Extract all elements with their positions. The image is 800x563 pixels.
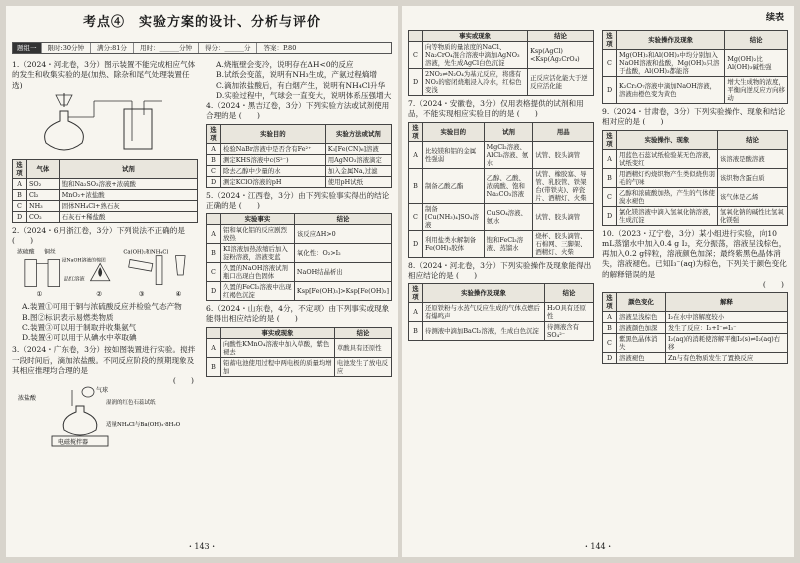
q7-stem: 7.（2024・安徽卷，3分）仅用表格提供的试剂和用品，不能实现相应实验目的的是 — [408, 99, 584, 119]
right-col-1 — [408, 28, 594, 344]
section-title: 考点④ 实验方案的设计、分析与评价 — [82, 15, 321, 30]
q2-option-b[interactable]: B.图②标识表示易燃类物质 — [22, 312, 114, 322]
label-conc-sulfuric: 浓硫酸 — [17, 249, 35, 256]
gas-apparatus-figure — [12, 91, 198, 157]
table-row: C 乙醇和浓硫酸加热，产生的气体使溴水褪色 该气体是乙烯 — [603, 187, 788, 206]
q6-table-continued: 事实或现象 结论 C 向等物质的量浓度的NaCl、Na₂CrO₄混合溶液中滴加AgNO₃溶液，先生成AgCl白色沉淀 Ksp(AgCl)<Ksp(Ag₂CrO₄) D 2NO₂⇌N₂O₄为基元反应，将盛有NO₂的密闭烧瓶浸入冷水，红棕色变浅 正反应活化能大于逆反应活化能 — [408, 30, 594, 96]
q5-table: 实验事实 结论 A 铝和氧化铝的反应剧烈放热 该反应ΔH>0 B KI溶液加热浓缩后加入淀粉溶液，溶液变蓝 氧化性：O₂>I₂ C 久置的NaOH溶液试剂瓶口出现白色固体 NaOH结晶析出 D 久置的FeCl₂溶液中出现红褐色沉淀 Ksp[Fe(OH)₃]>Ksp[Fe(OH)₂] — [206, 213, 392, 301]
page-number: ・143・ — [186, 542, 218, 552]
label-conc-hcl: 浓盐酸 — [18, 395, 37, 403]
table-row: B 用酒精灯灼烧织物产生类似烧焦羽毛的气味 该织物含蛋白质 — [603, 168, 788, 187]
q3-figure — [12, 386, 198, 448]
table-row: D 测定KClO溶液的pH 使用pH试纸 — [207, 176, 392, 187]
table-row: A 铝和氧化铝的反应剧烈放热 该反应ΔH>0 — [207, 225, 392, 244]
q7-table: 选项 实验目的 试剂 用品 A 比较镁和铝的金属性强弱 MgCl₂溶液、AlCl₃溶液、氨水 试管、胶头滴管 B 制备乙酸乙酯 乙醇、乙酸、浓硫酸、饱和Na₂CO₃溶液 试管、橡胶塞、导管、乳胶管、铁架台(带铁夹)、碎瓷片、酒精灯、火柴 C 制备[Cu(NH₃)₄]SO₄溶液 CuSO₄溶液、氨水 试管、胶头滴管 D 利用盐类水解制备Fe(OH)₃胶体 饱和FeCl₃溶液、蒸馏水 烧杯、胶头滴管、石棉网、三脚架、酒精灯、火柴 — [408, 122, 594, 258]
question-3 — [12, 345, 198, 448]
question-10 — [602, 229, 788, 365]
q3-option-d[interactable]: D.实验过程中，气球会一直变大，说明体系压强增大 — [216, 90, 392, 100]
label-copper-wire: 铜丝 — [44, 249, 56, 256]
question-5 — [206, 191, 392, 302]
q2-option-a[interactable]: A.装置①可用于铜与浓硫酸反应并检验气态产物 — [22, 302, 182, 312]
table-row: B 待测液中滴加BaCl₂溶液，生成白色沉淀 待测液含有SO₄²⁻ — [409, 322, 594, 341]
q3-option-b[interactable]: B.试纸会变蓝，说明有NH₃生成，产氨过程熵增 — [216, 70, 377, 80]
label-balloon: 气球 — [96, 387, 109, 395]
answer-bracket[interactable]: ( ) — [642, 117, 664, 127]
table-row: B 制备乙酸乙酯 乙醇、乙酸、浓硫酸、饱和Na₂CO₃溶液 试管、橡胶塞、导管、乳胶管、铁架台(带铁夹)、碎瓷片、酒精灯、火柴 — [409, 168, 594, 203]
q5-stem: 5.（2024・江西卷，3分）由下列实验事实得出的结论正确的是 — [206, 190, 390, 210]
table-row: A 溶液呈浅棕色 I₂在水中溶解度较小 — [603, 312, 788, 323]
q2-stem: 2.（2024・6月浙江卷，3分）下列说法不正确的是 — [12, 225, 185, 235]
table-row: B Cl₂ MnO₂+浓盐酸 — [13, 189, 198, 200]
q8-stem: 8.（2024・河北卷，3分）下列实验操作及现象能得出相应结论的是 — [408, 260, 592, 280]
table-row: A 用蓝色石蕊试纸检验某无色溶液，试纸变红 该溶液是酸溶液 — [603, 149, 788, 168]
q1-table: 选项 气体 试剂 A SO₂ 饱和Na₂SO₃溶液+浓硫酸 B Cl₂ MnO₂+浓盐酸 C NH₃ 固体NH₄Cl+熟石灰 D CO₂ 石灰石+稀盐酸 — [12, 159, 198, 223]
q10-stem: 10.（2023・辽宁卷，3分）某小组进行实验，向10 mL蒸馏水中加入0.4 g I₂，充分振荡，溶液呈浅棕色，再加入0.2 g锌粒，溶液颜色加深；最终紫黑色晶体消失，溶液褪色。已知I₃⁻(aq)为棕色，下列关于颜色变化的解释错误的是 — [602, 228, 787, 279]
label-magenta: 品红溶液 — [63, 277, 85, 284]
question-6 — [206, 304, 392, 377]
table-row: D 氯化镁溶液中滴入氢氧化钠溶液，生成沉淀 氢氧化钠的碱性比氢氧化镁强 — [603, 206, 788, 225]
answer-bracket[interactable]: ( ) — [12, 236, 34, 245]
answer-bracket[interactable]: ( ) — [762, 279, 784, 289]
table-row: B 溶液颜色加深 发生了反应：I₂+I⁻⇌I₃⁻ — [603, 323, 788, 334]
question-2 — [12, 226, 198, 344]
question-1 — [12, 60, 198, 223]
q8-table-continued: 选项 实验操作及现象 结论 C Mg(OH)₂和Al(OH)₃中均分别加入NaOH溶液和盐酸，Mg(OH)₂只溶于盐酸，Al(OH)₃都能溶 Mg(OH)₂比Al(OH)₃碱性强 D K₂Cr₂O₇溶液中滴加NaOH溶液，溶液由橙色变为黄色 增大生成物的浓度，平衡向逆反应方向移动 — [602, 30, 788, 104]
table-row: D K₂Cr₂O₇溶液中滴加NaOH溶液，溶液由橙色变为黄色 增大生成物的浓度，平衡向逆反应方向移动 — [603, 77, 788, 104]
question-9 — [602, 107, 788, 226]
table-row: B 铅蓄电池使用过程中两电极的质量均增加 电池发生了放电反应 — [207, 357, 392, 376]
continued-label: 续表 — [765, 13, 784, 23]
q4-stem: 4.（2024・黑吉辽卷，3分）下列实验方法或试剂使用合理的是 — [206, 101, 390, 121]
answer-bracket[interactable]: ( ) — [516, 109, 538, 119]
info-bar — [12, 42, 392, 54]
q2-figure — [12, 246, 198, 302]
question-7 — [408, 99, 594, 258]
table-row: D CO₂ 石灰石+稀盐酸 — [13, 211, 198, 222]
q9-stem: 9.（2024・甘肃卷，3分）下列实验操作、现象和结论相对应的是 — [602, 107, 786, 127]
page-number: ・144・ — [582, 542, 614, 552]
table-row: C NH₃ 固体NH₄Cl+熟石灰 — [13, 200, 198, 211]
table-row: D 溶液褪色 Zn与有色物质发生了置换反应 — [603, 353, 788, 364]
q3-option-a[interactable]: A.烧瓶壁会变冷，说明存在ΔH<0的反应 — [216, 60, 354, 69]
left-page — [6, 6, 398, 557]
table-row: C 制备[Cu(NH₃)₄]SO₄溶液 CuSO₄溶液、氨水 试管、胶头滴管 — [409, 203, 594, 230]
full-score: 满分:81分 — [90, 43, 133, 53]
q9-table: 选项 实验操作、现象 结论 A 用蓝色石蕊试纸检验某无色溶液，试纸变红 该溶液是酸溶液 B 用酒精灯灼烧织物产生类似烧焦羽毛的气味 该织物含蛋白质 C 乙醇和浓硫酸加热，产生的气体使溴水褪色 该气体是乙烯 D 氯化镁溶液中滴入氢氧化钠溶液，生成沉淀 氢氧化钠的碱性比氢氧化镁强 — [602, 130, 788, 226]
table-row: C 除去乙醇中少量的水 加入金属Na,过滤 — [207, 165, 392, 176]
score-field[interactable]: 得分：______分 — [198, 43, 257, 53]
table-row: D 2NO₂⇌N₂O₄为基元反应，将盛有NO₂的密闭烧瓶浸入冷水，红棕色变浅 正反应活化能大于逆反应活化能 — [409, 69, 594, 96]
table-row: A 向酸性KMnO₄溶液中加入草酸，紫色褪去 草酸具有还原性 — [207, 338, 392, 357]
fig-num-1: ① — [36, 291, 43, 299]
left-col-2 — [206, 60, 392, 380]
q1-stem: 1.（2024・河北卷，3分）图示装置不能完成相应气体的发生和收集实验的是(加热、除杂和尾气处理装置任选) — [12, 60, 196, 90]
q3-stem: 3.（2024・广东卷，3分）按如图装置进行实验。搅拌一段时间后，滴加浓盐酸。不同反应阶段的预期现象及其相应推理均合理的是 — [12, 345, 196, 375]
table-row: C 紫黑色晶体消失 I₂(aq)的消耗使溶解平衡I₂(s)⇌I₂(aq)右移 — [603, 334, 788, 353]
answer-bracket[interactable]: ( ) — [455, 270, 478, 280]
table-row: D 利用盐类水解制备Fe(OH)₃胶体 饱和FeCl₃溶液、蒸馏水 烧杯、胶头滴管、石棉网、三脚架、酒精灯、火柴 — [409, 230, 594, 257]
table-row: B 测定KHS溶液中c(S²⁻) 用AgNO₃溶液滴定 — [207, 154, 392, 165]
q8-table: 选项 实验操作及现象 结论 A 还原铁粉与水蒸气反应生成的气体点燃后有爆鸣声 H₂O具有还原性 B 待测液中滴加BaCl₂溶液，生成白色沉淀 待测液含有SO₄²⁻ — [408, 283, 594, 341]
q4-table: 选项 实验目的 实验方法或试剂 A 检验NaBr溶液中是否含有Fe²⁺ K₃[Fe(CN)₆]溶液 B 测定KHS溶液中c(S²⁻) 用AgNO₃溶液滴定 C 除去乙醇中少量的水 加入金属Na,过滤 D 测定KClO溶液的pH 使用pH试纸 — [206, 124, 392, 188]
question-4 — [206, 101, 392, 188]
q6-table: 事实或现象 结论 A 向酸性KMnO₄溶液中加入草酸，紫色褪去 草酸具有还原性 B 铅蓄电池使用过程中两电极的质量均增加 电池发生了放电反应 — [206, 327, 392, 377]
q10-table: 选项 颜色变化 解释 A 溶液呈浅棕色 I₂在水中溶解度较小 B 溶液颜色加深 发生了反应：I₂+I⁻⇌I₃⁻ C 紫黑色晶体消失 I₂(aq)的消耗使溶解平衡I₂(s)⇌I₂(aq)右移 D 溶液褪色 Zn与有色物质发生了置换反应 — [602, 292, 788, 364]
q2-option-d[interactable]: D.装置④可以用于从碘水中萃取碘 — [22, 333, 137, 342]
table-row: C Mg(OH)₂和Al(OH)₃中均分别加入NaOH溶液和盐酸，Mg(OH)₂只溶于盐酸，Al(OH)₃都能溶 Mg(OH)₂比Al(OH)₃碱性强 — [603, 50, 788, 77]
answer-bracket[interactable]: ( ) — [276, 314, 298, 324]
table-row: B KI溶液加热浓缩后加入淀粉溶液，溶液变蓝 氧化性：O₂>I₂ — [207, 244, 392, 263]
label-litmus-paper: 湿润的红色石蕊试纸 — [106, 400, 156, 407]
label-reagents: 适量NH₄Cl与Ba(OH)₂·8H₂O — [106, 422, 181, 429]
q2-option-c[interactable]: C.装置③可以用于制取并收集氨气 — [22, 322, 137, 332]
table-row: A 还原铁粉与水蒸气反应生成的气体点燃后有爆鸣声 H₂O具有还原性 — [409, 303, 594, 322]
table-row: D 久置的FeCl₂溶液中出现红褐色沉淀 Ksp[Fe(OH)₃]>Ksp[Fe(OH)₂] — [207, 282, 392, 301]
q3-option-c[interactable]: C.滴加浓盐酸后，有白烟产生，说明有NH₄Cl升华 — [216, 80, 386, 90]
table-row: C 久置的NaOH溶液试剂瓶口出现白色固体 NaOH结晶析出 — [207, 263, 392, 282]
time-limit: 限时:30分钟 — [41, 43, 90, 53]
fig-num-2: ② — [96, 291, 102, 299]
table-row: A SO₂ 饱和Na₂SO₃溶液+浓硫酸 — [13, 178, 198, 189]
answer-bracket[interactable]: ( ) — [238, 200, 260, 210]
fig-num-3: ③ — [138, 291, 145, 299]
table-row: A 比较镁和铝的金属性强弱 MgCl₂溶液、AlCl₃溶液、氨水 试管、胶头滴管 — [409, 141, 594, 168]
question-8 — [408, 261, 594, 342]
fig-num-4: ④ — [175, 291, 182, 299]
table-row: C 向等物质的量浓度的NaCl、Na₂CrO₄混合溶液中滴加AgNO₃溶液，先生成AgCl白色沉淀 Ksp(AgCl)<Ksp(Ag₂CrO₄) — [409, 42, 594, 69]
elapsed-field[interactable]: 用时：______分钟 — [133, 43, 198, 53]
answer-bracket[interactable]: ( ) — [172, 376, 194, 385]
table-row: A 检验NaBr溶液中是否含有Fe²⁺ K₃[Fe(CN)₆]溶液 — [207, 143, 392, 154]
left-col-1 — [12, 60, 198, 450]
right-page — [402, 6, 794, 557]
answer-bracket[interactable]: ( ) — [238, 111, 260, 121]
q6-stem: 6.（2024・山东卷，4分，不定项）由下列事实或现象能得出相应结论的是 — [206, 304, 390, 324]
answer-ref: 答案：P.80 — [256, 43, 302, 53]
group-tag: 题组一 — [13, 43, 41, 53]
label-naoh-cotton: 浸NaOH溶液的棉团 — [61, 258, 106, 264]
label-stirrer: 电磁搅拌器 — [58, 439, 89, 447]
right-col-2 — [602, 28, 788, 367]
label-caoh2-nh4cl: Ca(OH)₂和NH₄Cl — [123, 249, 169, 256]
